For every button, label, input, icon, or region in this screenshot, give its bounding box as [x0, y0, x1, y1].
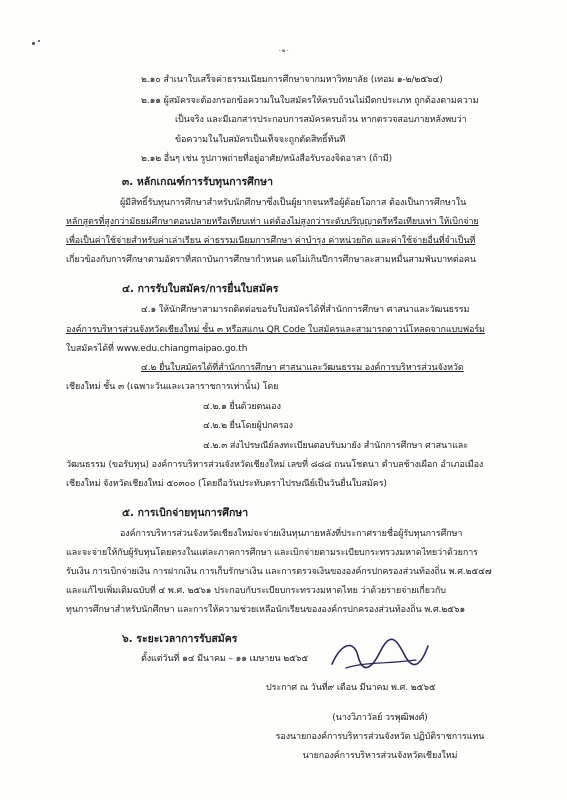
- paragraph-line: องค์การบริหารส่วนจังหวัดเชียงใหม่ ชั้น ๓ หรือสแกน QR Code ใบสมัครและสามารถดาวน์โหลดจากแบบฟอร์ม: [66, 325, 485, 335]
- signature-image: [324, 634, 434, 678]
- website-line: ใบสมัครได้ที่ www.edu.chiangmaipao.go.th: [66, 344, 248, 354]
- application-period: ตั้งแต่วันที่ ๑๔ มีนาคม – ๑๑ เมษายน ๒๕๖๕: [141, 654, 309, 664]
- paragraph-line: ๔.๑ ให้นักศึกษาสามารถติดต่อขอรับใบสมัครได้ที่สำนักการศึกษา ศาสนาและวัฒนธรรม: [141, 305, 470, 315]
- sub-item: ๔.๒.๑ ยื่นด้วยตนเอง: [203, 402, 281, 412]
- paragraph-line: วัฒนธรรม (ขอรับทุน) องค์การบริหารส่วนจังหวัดเชียงใหม่ เลขที่ ๘๘๘ ถนนโชตนา ตำบลช้างเผือก อำเภอเมือง: [66, 460, 484, 470]
- announcement-date: ประกาศ ณ วันที่๙ เดือน มีนาคม พ.ศ. ๒๕๖๕: [266, 683, 436, 693]
- scan-mark: [38, 40, 40, 42]
- item-2-11: ๒.๑๑ ผู้สมัครจะต้องกรอกข้อความในใบสมัครให้ครบถ้วนไม่มีตกประเภท ถูกต้องตามความ: [141, 96, 479, 106]
- item-2-11-cont: ข้อความในใบสมัครเป็นเท็จจะถูกตัดสิทธิ์ทันที: [175, 135, 346, 145]
- paragraph-line: เพื่อเป็นค่าใช้จ่ายสำหรับค่าเล่าเรียน ค่าธรรมเนียมการศึกษา ค่าบำรุง ค่าหน่วยกิต และค่าใช้จ่ายอื่นที่จำเป็นที่: [66, 236, 476, 246]
- signer-title: นายกองค์การบริหารส่วนจังหวัดเชียงใหม่: [302, 751, 458, 761]
- section-heading: ๔. การรับใบสมัคร/การยื่นใบสมัคร: [122, 283, 279, 295]
- page-number: - ๒ -: [278, 48, 289, 54]
- sub-item: ๔.๒.๒ ยื่นโดยผู้ปกครอง: [203, 421, 293, 431]
- paragraph-line: องค์การบริหารส่วนจังหวัดเชียงใหม่จะจ่ายเงินทุนภายหลังที่ประกาศรายชื่อผู้รับทุนการศึกษา: [120, 529, 463, 539]
- item-2-11-cont: เป็นจริง และมีเอกสารประกอบการสมัครครบถ้วน หากตรวจสอบภายหลังพบว่า: [175, 115, 467, 125]
- section-heading: ๓. หลักเกณฑ์การรับทุนการศึกษา: [122, 176, 273, 188]
- sub-item: ๔.๒.๓ ส่งไปรษณีย์ลงทะเบียนตอบรับมายัง สำนักการศึกษา ศาสนาและ: [203, 441, 468, 451]
- section-heading: ๕. การเบิกจ่ายทุนการศึกษา: [122, 507, 249, 519]
- signer-title: รองนายกองค์การบริหารส่วนจังหวัด ปฏิบัติราชการแทน: [275, 732, 485, 742]
- paragraph-line: และแก้ไขเพิ่มเติมฉบับที่ ๔ พ.ศ. ๒๕๖๑ ประกอบกับระเบียบกระทรวงมหาดไทย ว่าด้วยรายจ่ายเกี่ยวกับ: [66, 586, 446, 596]
- paragraph-line: ผู้มีสิทธิ์รับทุนการศึกษาสำหรับนักศึกษาซึ่งเป็นผู้ยากจนหรือผู้ด้อยโอกาส ต้องเป็นการศึกษาใน: [120, 198, 467, 208]
- paragraph-line: เชียงใหม่ จังหวัดเชียงใหม่ ๕๐๓๐๐ (โดยถือวันประทับตราไปรษณีย์เป็นวันยื่นใบสมัคร): [66, 479, 387, 489]
- item-2-12: ๒.๑๒ อื่นๆ เช่น รูปภาพถ่ายที่อยู่อาศัย/หนังสือรับรองจิตอาสา (ถ้ามี): [141, 154, 392, 164]
- paragraph-line: เชียงใหม่ ชั้น ๓ (เฉพาะวันและเวลาราชการเท่านั้น) โดย: [66, 382, 279, 392]
- paragraph-line: ๔.๒ ยื่นใบสมัครได้ที่สำนักการศึกษา ศาสนาและวัฒนธรรม องค์การบริหารส่วนจังหวัด: [141, 363, 464, 373]
- paragraph-line: และจะจ่ายให้กับผู้รับทุนโดยตรงในแต่ละภาคการศึกษา และเบิกจ่ายตามระเบียบกระทรวงมหาดไทยว่าด้วยการ: [66, 548, 478, 558]
- item-2-10: ๒.๑๐ สำเนาใบเสร็จค่าธรรมเนียมการศึกษาจากมหาวิทยาลัย (เทอม ๑-๒/๒๕๖๔): [141, 75, 443, 85]
- paragraph-line: รับเงิน การเบิกจ่ายเงิน การฝากเงิน การเก็บรักษาเงิน และการตรวจเงินขององค์กรปกครองส่วนท้องถิ่น พ.ศ.๒๕๔๗: [66, 567, 492, 577]
- paragraph-line: เกี่ยวข้องกับการศึกษาตามอัตราที่สถาบันการศึกษากำหนด แต่ไม่เกินปีการศึกษาละสามหมื่นสามพันบาทต่อคน: [66, 255, 476, 265]
- paragraph-line: หลักสูตรที่สูงกว่ามัธยมศึกษาตอนปลายหรือเทียบเท่า แต่ต้องไม่สูงกว่าระดับปริญญาตรีหรือเทียบเท่า ให้เบิกจ่าย: [66, 217, 479, 227]
- signer-name: (นางวิภาวัลย์ วรพุฒิพงศ์): [332, 713, 428, 723]
- paragraph-line: ทุนการศึกษาสำหรับนักศึกษา และการให้ความช่วยเหลือนักเรียนขององค์กรปกครองส่วนท้องถิ่น พ.ศ.๒๕๖๑: [66, 605, 466, 615]
- section-heading: ๖. ระยะเวลาการรับสมัคร: [122, 633, 238, 645]
